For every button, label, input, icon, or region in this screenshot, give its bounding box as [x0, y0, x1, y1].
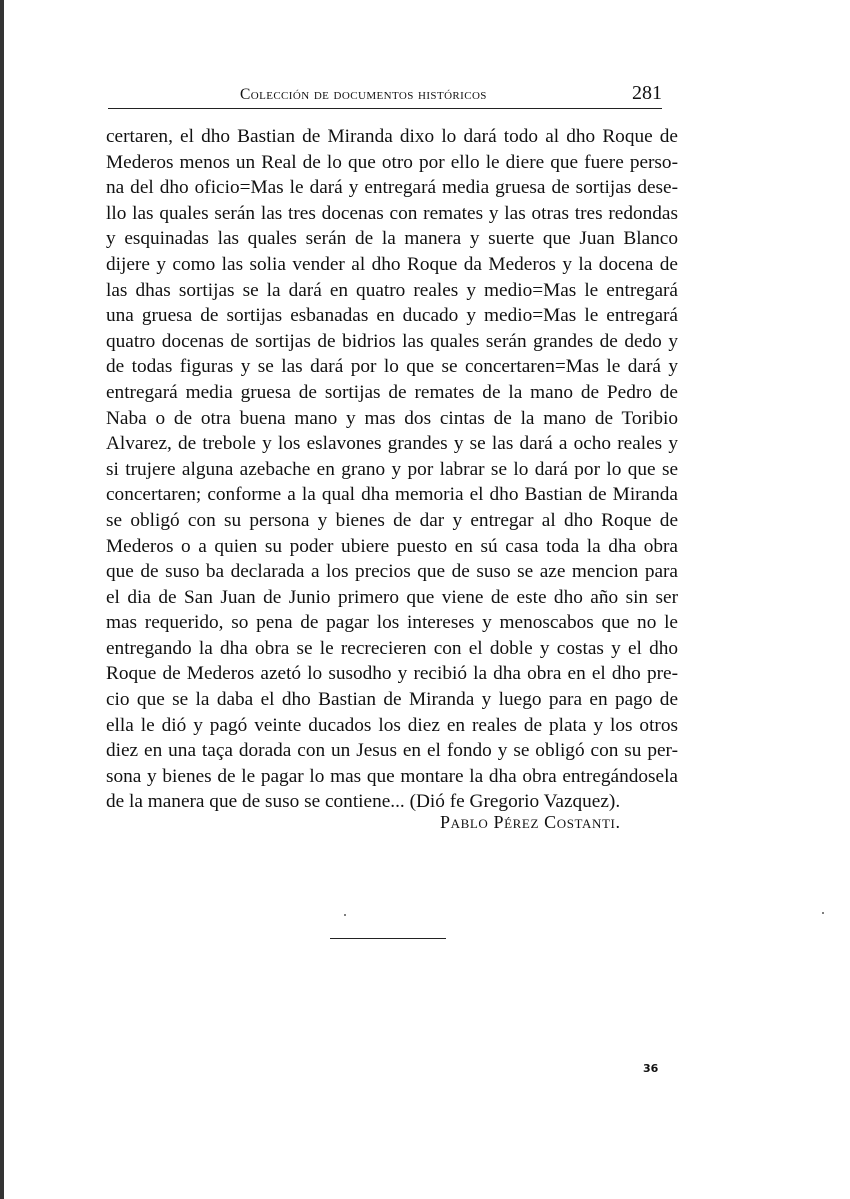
- text-line: que de suso ba declarada a los precios que de suso se aze mencion para: [106, 561, 678, 583]
- end-rule: [330, 938, 446, 939]
- author-signature: Pablo Pérez Costanti.: [440, 812, 621, 832]
- text-line: concertaren; conforme a la qual dha memoria el dho Bastian de Miranda: [106, 484, 678, 506]
- text-line: si trujere alguna azebache en grano y por labrar se lo dará por lo que se: [106, 458, 678, 480]
- text-line: ella le dió y pagó veinte ducados los diez en reales de plata y los otros: [106, 714, 678, 736]
- text-line: quatro docenas de sortijas de bidrios las quales serán grandes de dedo y: [106, 330, 678, 352]
- text-line: entregará media gruesa de sortijas de remates de la mano de Pedro de: [106, 381, 678, 403]
- running-title: Colección de documentos históricos: [240, 86, 487, 103]
- text-line: una gruesa de sortijas esbanadas en ducado y medio=Mas le entregará: [106, 305, 678, 327]
- text-line: mas requerido, so pena de pagar los intereses y menoscabos que no le: [106, 612, 678, 634]
- text-line: Alvarez, de trebole y los eslavones grandes y se las dará a ocho reales y: [106, 433, 678, 455]
- text-line: se obligó con su persona y bienes de dar y entregar al dho Roque de: [106, 509, 678, 531]
- text-line: cio que se la daba el dho Bastian de Miranda y luego para en pago de: [106, 689, 678, 711]
- text-line: Roque de Mederos azetó lo susodho y recibió la dha obra en el dho pre-: [106, 663, 678, 685]
- text-line: el dia de San Juan de Junio primero que viene de este dho año sin ser: [106, 586, 678, 608]
- text-line: Mederos menos un Real de lo que otro por ello le diere que fuere perso-: [106, 151, 678, 173]
- printer-signature-mark: 36: [643, 1062, 659, 1075]
- header-rule: [108, 108, 662, 109]
- ink-speck: [344, 914, 346, 916]
- page-header: [240, 80, 660, 110]
- body-text: [106, 124, 678, 815]
- ink-speck: [822, 912, 824, 914]
- text-line: de todas figuras y se las dará por lo que se concertaren=Mas le dará y: [106, 356, 678, 378]
- text-line: las dhas sortijas se la dará en quatro reales y medio=Mas le entregará: [106, 279, 678, 301]
- page-edge-shadow: [0, 0, 4, 1199]
- text-line: llo las quales serán las tres docenas con remates y las otras tres redondas: [106, 202, 678, 224]
- text-line: diez en una taça dorada con un Jesus en el fondo y se obligó con su per-: [106, 740, 678, 762]
- text-line: Mederos o a quien su poder ubiere puesto en sú casa toda la dha obra: [106, 535, 678, 557]
- text-line: sona y bienes de le pagar lo mas que montare la dha obra entregándosela: [106, 765, 678, 787]
- text-line: certaren, el dho Bastian de Miranda dixo lo dará todo al dho Roque de: [106, 126, 678, 147]
- text-line: Naba o de otra buena mano y mas dos cintas de la mano de Toribio: [106, 407, 678, 429]
- text-line: na del dho oficio=Mas le dará y entregará media gruesa de sortijas dese-: [106, 177, 678, 199]
- text-line: dijere y como las solia vender al dho Roque da Mederos y la docena de: [106, 253, 678, 275]
- text-line: y esquinadas las quales serán de la manera y suerte que Juan Blanco: [106, 228, 678, 250]
- text-line: entregando la dha obra se le recrecieren con el doble y costas y el dho: [106, 637, 678, 659]
- page-number: 281: [632, 82, 662, 104]
- text-line: de la manera que de suso se contiene... (Dió fe Gregorio Vazquez).: [106, 791, 621, 813]
